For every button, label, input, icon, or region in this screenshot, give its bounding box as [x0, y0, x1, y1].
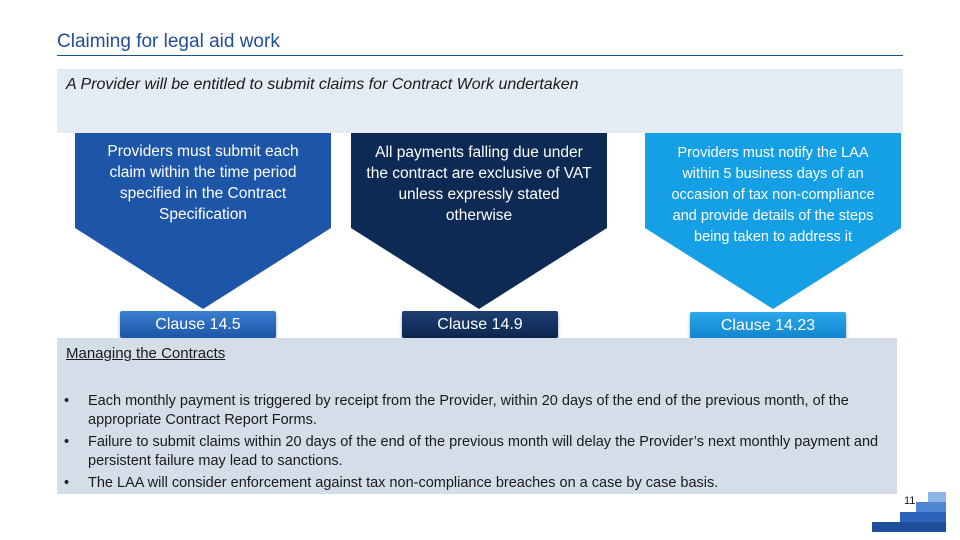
bullet-glyph: • [64, 475, 70, 491]
bullet-glyph: • [64, 434, 70, 450]
clause-label-14-9: Clause 14.9 [402, 311, 558, 338]
arrow-text-3: Providers must notify the LAA within 5 business days of an occasion of tax non-compliance and provide details of the steps being taken to address it [671, 145, 875, 245]
clause-label-14-23: Clause 14.23 [690, 312, 846, 339]
clause-arrow-2 [351, 133, 607, 309]
bullet-item [64, 433, 894, 471]
staircase-logo-icon [872, 492, 946, 532]
managing-bullet-list [64, 392, 894, 496]
bullet-text: Each monthly payment is triggered by receipt from the Provider, within 20 days of the end of the previous month, of the appropriate Contract Report Forms. [88, 393, 849, 428]
intro-text: A Provider will be entitled to submit claims for Contract Work undertaken [66, 76, 579, 93]
clause-arrow-3 [645, 133, 901, 309]
page-title: Claiming for legal aid work [57, 31, 280, 52]
clause-arrow-1 [75, 133, 331, 309]
page-number: 11 [904, 495, 916, 507]
bullet-glyph: • [64, 393, 70, 409]
title-divider [57, 55, 903, 56]
bullet-text: The LAA will consider enforcement against tax non-compliance breaches on a case by case basis. [88, 475, 719, 491]
arrow-text-1: Providers must submit each claim within the time period specified in the Contract Specification [107, 143, 299, 223]
clause-label-14-5: Clause 14.5 [120, 311, 276, 338]
bullet-item [64, 474, 894, 493]
bullet-item [64, 392, 894, 430]
managing-title: Managing the Contracts [66, 345, 226, 362]
bullet-text: Failure to submit claims within 20 days of the end of the previous month will delay the Provider’s next monthly payment and persistent failure may lead to sanctions. [88, 434, 879, 469]
arrow-text-2: All payments falling due under the contract are exclusive of VAT unless expressly stated otherwise [366, 144, 592, 224]
